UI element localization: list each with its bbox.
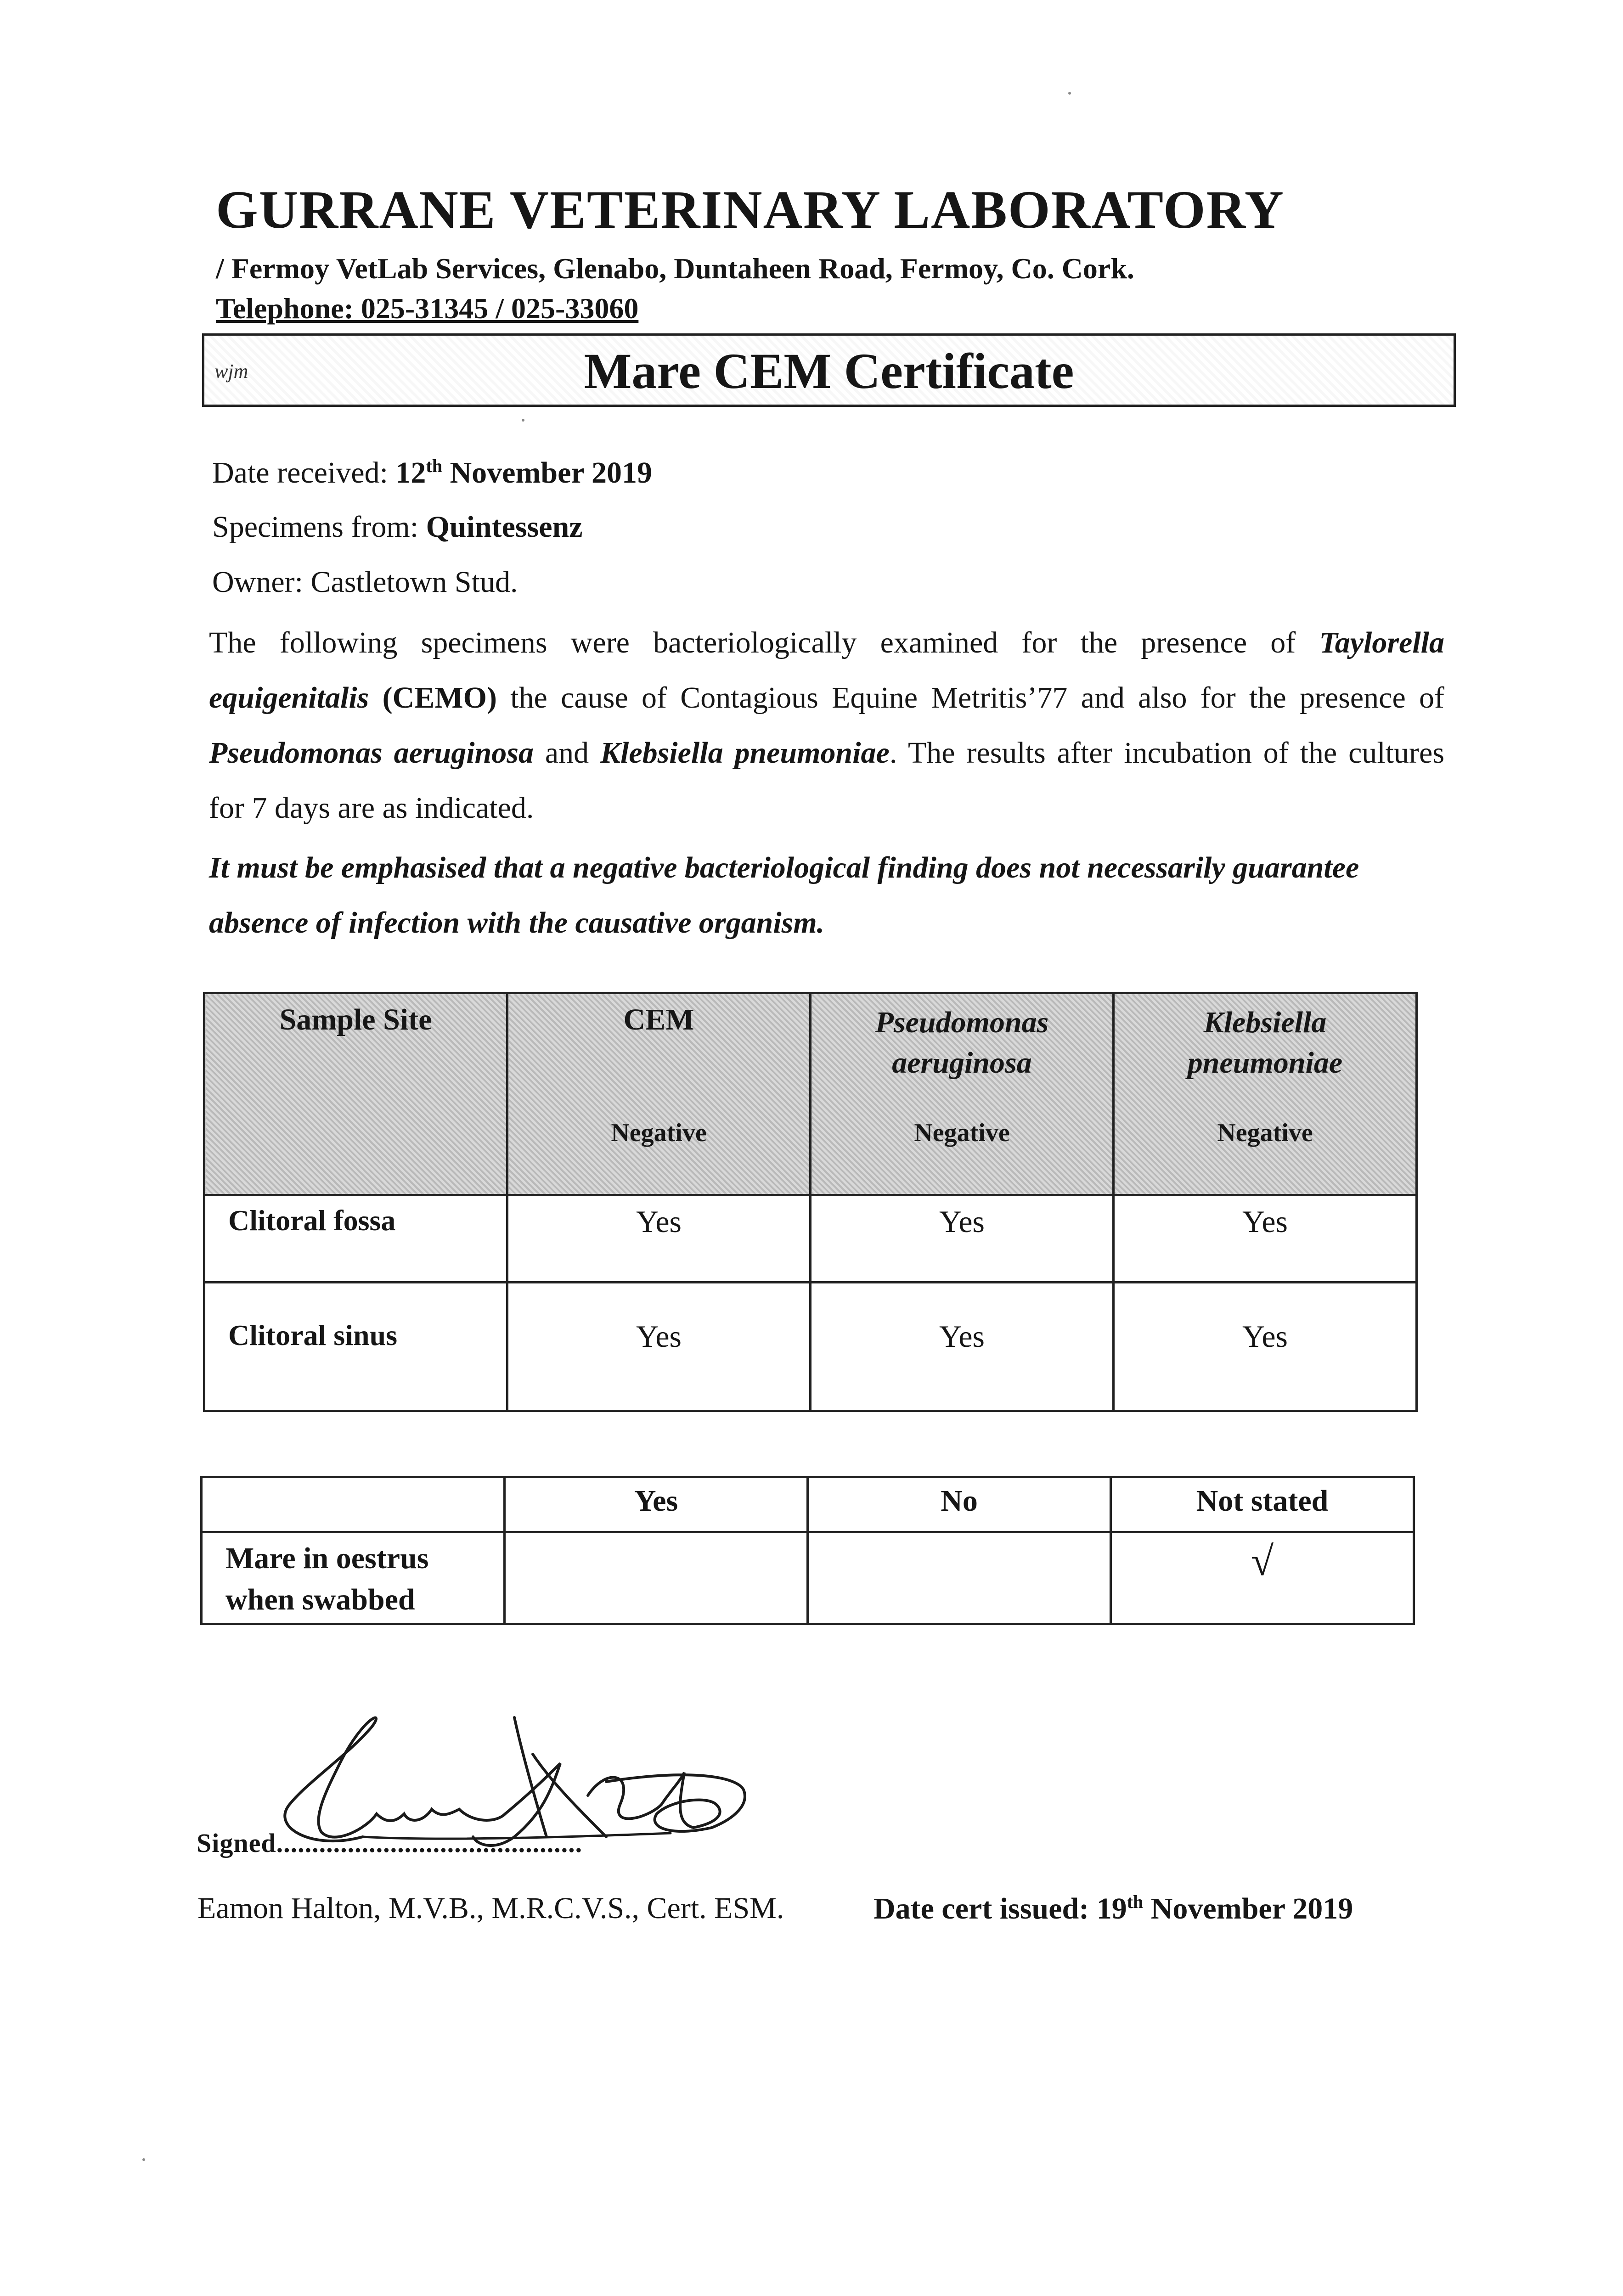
specimens-label: Specimens from:: [212, 510, 426, 544]
scan-speck: [1068, 92, 1071, 95]
cell-cem: Yes: [507, 1195, 811, 1283]
cell-klebsiella: Yes: [1114, 1195, 1417, 1283]
results-table: [203, 992, 1418, 1412]
intro-text-1: The following specimens were bacteriologically examined for the presence of: [209, 626, 1319, 659]
row-site: Clitoral fossa: [204, 1195, 507, 1283]
specimens-value: Quintessenz: [426, 510, 583, 544]
signed-label: Signed...........................................: [197, 1828, 583, 1858]
col-pseudomonas: [811, 993, 1114, 1195]
intro-text-4: . The results after incubation of the cultures for 7 days are as indicated.: [209, 736, 1444, 825]
table-row: [204, 1283, 1417, 1411]
oestrus-col-no: No: [808, 1477, 1111, 1532]
lab-address: / Fermoy VetLab Services, Glenabo, Duntaheen Road, Fermoy, Co. Cork.: [216, 252, 1134, 285]
col-cem-label: CEM: [623, 1003, 694, 1036]
intro-paragraph: [209, 615, 1444, 836]
col-cem: [507, 993, 811, 1195]
cell-klebsiella: Yes: [1114, 1283, 1417, 1411]
lab-telephone: Telephone: 025-31345 / 025-33060: [216, 292, 639, 325]
col-cem-sub: Negative: [611, 1119, 707, 1147]
warning-text: It must be emphasised that a negative bacteriological finding does not necessarily guarantee absence of infection with the causative organism.: [209, 851, 1359, 940]
signer-name: Eamon Halton, M.V.B., M.R.C.V.S., Cert. ESM.: [197, 1891, 784, 1925]
col-pseudomonas-label: Pseudomonas aeruginosa: [875, 1006, 1049, 1080]
cell-pseudomonas: Yes: [811, 1283, 1114, 1411]
organism-abbr: (CEMO): [369, 681, 497, 715]
cell-cem: Yes: [507, 1283, 811, 1411]
organism-klebsiella: Klebsiella pneumoniae: [600, 736, 890, 770]
col-pseudomonas-sub: Negative: [914, 1119, 1010, 1147]
oestrus-col-not-stated: Not stated: [1111, 1477, 1414, 1532]
date-issued: [873, 1891, 1353, 1926]
oestrus-table: [200, 1476, 1415, 1625]
organism-taylorella: Taylorella equigenitalis: [209, 626, 1444, 715]
certificate-banner: [202, 333, 1456, 407]
lab-name: GURRANE VETERINARY LABORATORY: [216, 180, 1285, 240]
date-issued-suffix: th: [1127, 1891, 1144, 1912]
col-klebsiella-sub: Negative: [1217, 1119, 1313, 1147]
date-issued-rest: November 2019: [1143, 1892, 1353, 1925]
oestrus-col-yes: Yes: [505, 1477, 808, 1532]
table-row: [204, 1195, 1417, 1283]
check-mark-icon: √: [1251, 1539, 1274, 1584]
scan-speck: [522, 419, 524, 422]
oestrus-row: [202, 1532, 1414, 1624]
oestrus-row-label: [202, 1532, 505, 1624]
oestrus-cell-not-stated: [1111, 1532, 1414, 1624]
organism-pseudomonas: Pseudomonas aeruginosa: [209, 736, 534, 770]
date-received-rest: November 2019: [442, 456, 653, 490]
cell-pseudomonas: Yes: [811, 1195, 1114, 1283]
date-received-day: 12: [395, 456, 426, 490]
scan-speck: [142, 2158, 145, 2161]
oestrus-cell-no: [808, 1532, 1111, 1624]
row-site: Clitoral sinus: [204, 1283, 507, 1411]
initials: wjm: [214, 360, 248, 383]
date-received: [212, 457, 652, 488]
intro-text-3: and: [533, 736, 600, 770]
date-issued-label: Date cert issued:: [873, 1892, 1097, 1925]
col-klebsiella-label: Klebsiella pneumoniae: [1187, 1006, 1343, 1080]
oestrus-header-row: [202, 1477, 1414, 1532]
col-sample-site-label: Sample Site: [279, 1003, 432, 1036]
oestrus-row-label-text: Mare in oestrus when swabbed: [225, 1542, 429, 1616]
results-header-row: [204, 993, 1417, 1195]
owner: Owner: Castletown Stud.: [212, 565, 518, 599]
specimens-from: [212, 512, 583, 542]
certificate-title: Mare CEM Certificate: [584, 343, 1074, 399]
oestrus-cell-yes: [505, 1532, 808, 1624]
date-issued-day: 19: [1096, 1892, 1127, 1925]
col-klebsiella: [1114, 993, 1417, 1195]
col-sample-site: [204, 993, 507, 1195]
oestrus-blank-header: [202, 1477, 505, 1532]
intro-text-2: the cause of Contagious Equine Metritis’77 and also for the presence of: [496, 681, 1444, 715]
date-received-suffix: th: [426, 456, 442, 476]
date-received-label: Date received:: [212, 456, 396, 490]
